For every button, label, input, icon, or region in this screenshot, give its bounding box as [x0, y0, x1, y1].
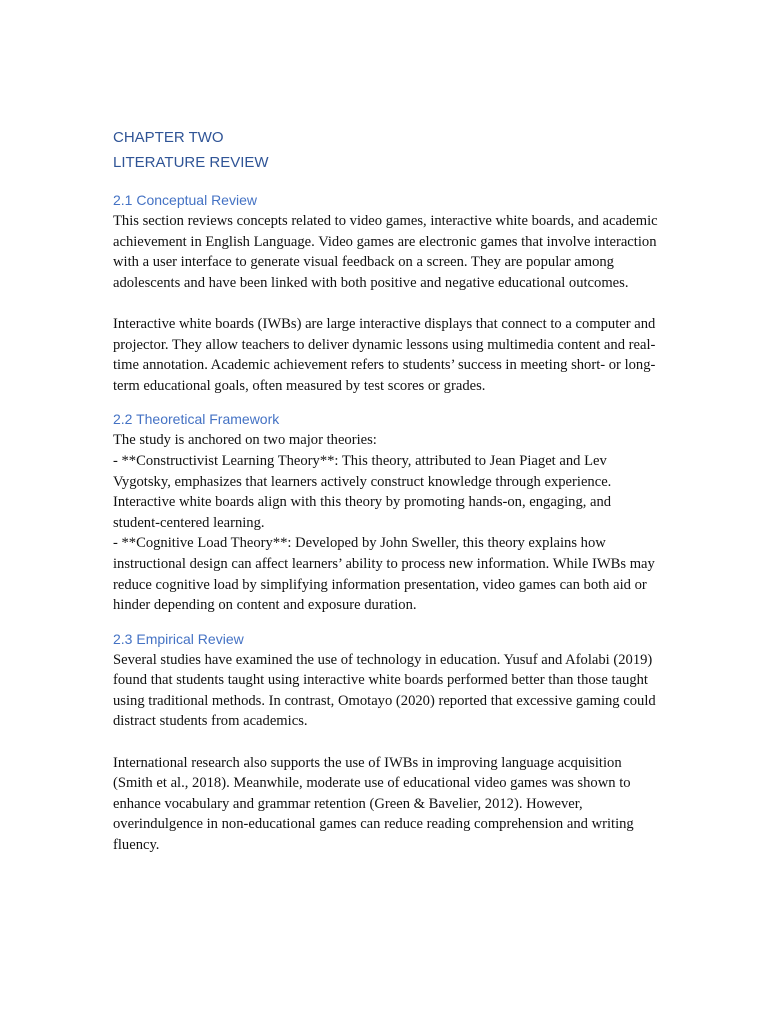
- paragraph-empirical-1: Several studies have examined the use of technology in education. Yusuf and Afolabi (2019) found that students taught using interactive white boards performed better than those taught using traditional methods. In contrast, Omotayo (2020) reported that excessive gaming could distract students from academics.: [113, 651, 656, 730]
- document-page: [113, 125, 658, 856]
- chapter-subtitle: LITERATURE REVIEW: [113, 154, 269, 171]
- chapter-title: CHAPTER TWO: [113, 129, 224, 146]
- paragraph-empirical-2: International research also supports the use of IWBs in improving language acquisition (Smith et al., 2018). Meanwhile, moderate use of educational video games was shown to enhance vocabulary and grammar retention (Green & Bavelier, 2012). However, overindulgence in non-educational games can reduce reading comprehension and writing fluency.: [113, 754, 634, 854]
- section-heading-empirical-review: 2.3 Empirical Review: [113, 630, 244, 647]
- list-item-cognitive-load-theory: - **Cognitive Load Theory**: Developed by John Sweller, this theory explains how instructional design can affect learners’ ability to process new information. While IWBs may reduce cognitive load by simplifying information presentation, video games can both aid or hinder depending on content and exposure duration.: [113, 535, 655, 614]
- paragraph-theories-intro: The study is anchored on two major theories:: [113, 432, 377, 449]
- section-heading-theoretical-framework: 2.2 Theoretical Framework: [113, 411, 280, 428]
- section-heading-conceptual-review: 2.1 Conceptual Review: [113, 192, 257, 208]
- paragraph-conceptual-2: Interactive white boards (IWBs) are large interactive displays that connect to a computer and projector. They allow teachers to deliver dynamic lessons using multimedia content and real-time annotation. Academic achievement refers to students’ success in meeting short- or long-term educational goals, often measured by test scores or grades.: [113, 315, 656, 394]
- paragraph-conceptual-1: This section reviews concepts related to video games, interactive white boards, and academic achievement in English Language. Video games are electronic games that involve interaction with a user interface to generate visual feedback on a screen. They are popular among adolescents and have been linked with both positive and negative educational outcomes.: [113, 213, 658, 291]
- list-item-constructivist-theory: - **Constructivist Learning Theory**: This theory, attributed to Jean Piaget and Lev Vygotsky, emphasizes that learners actively construct knowledge through experience. Interactive white boards align with this theory by promoting hands-on, engaging, and student-centered learning.: [113, 452, 612, 531]
